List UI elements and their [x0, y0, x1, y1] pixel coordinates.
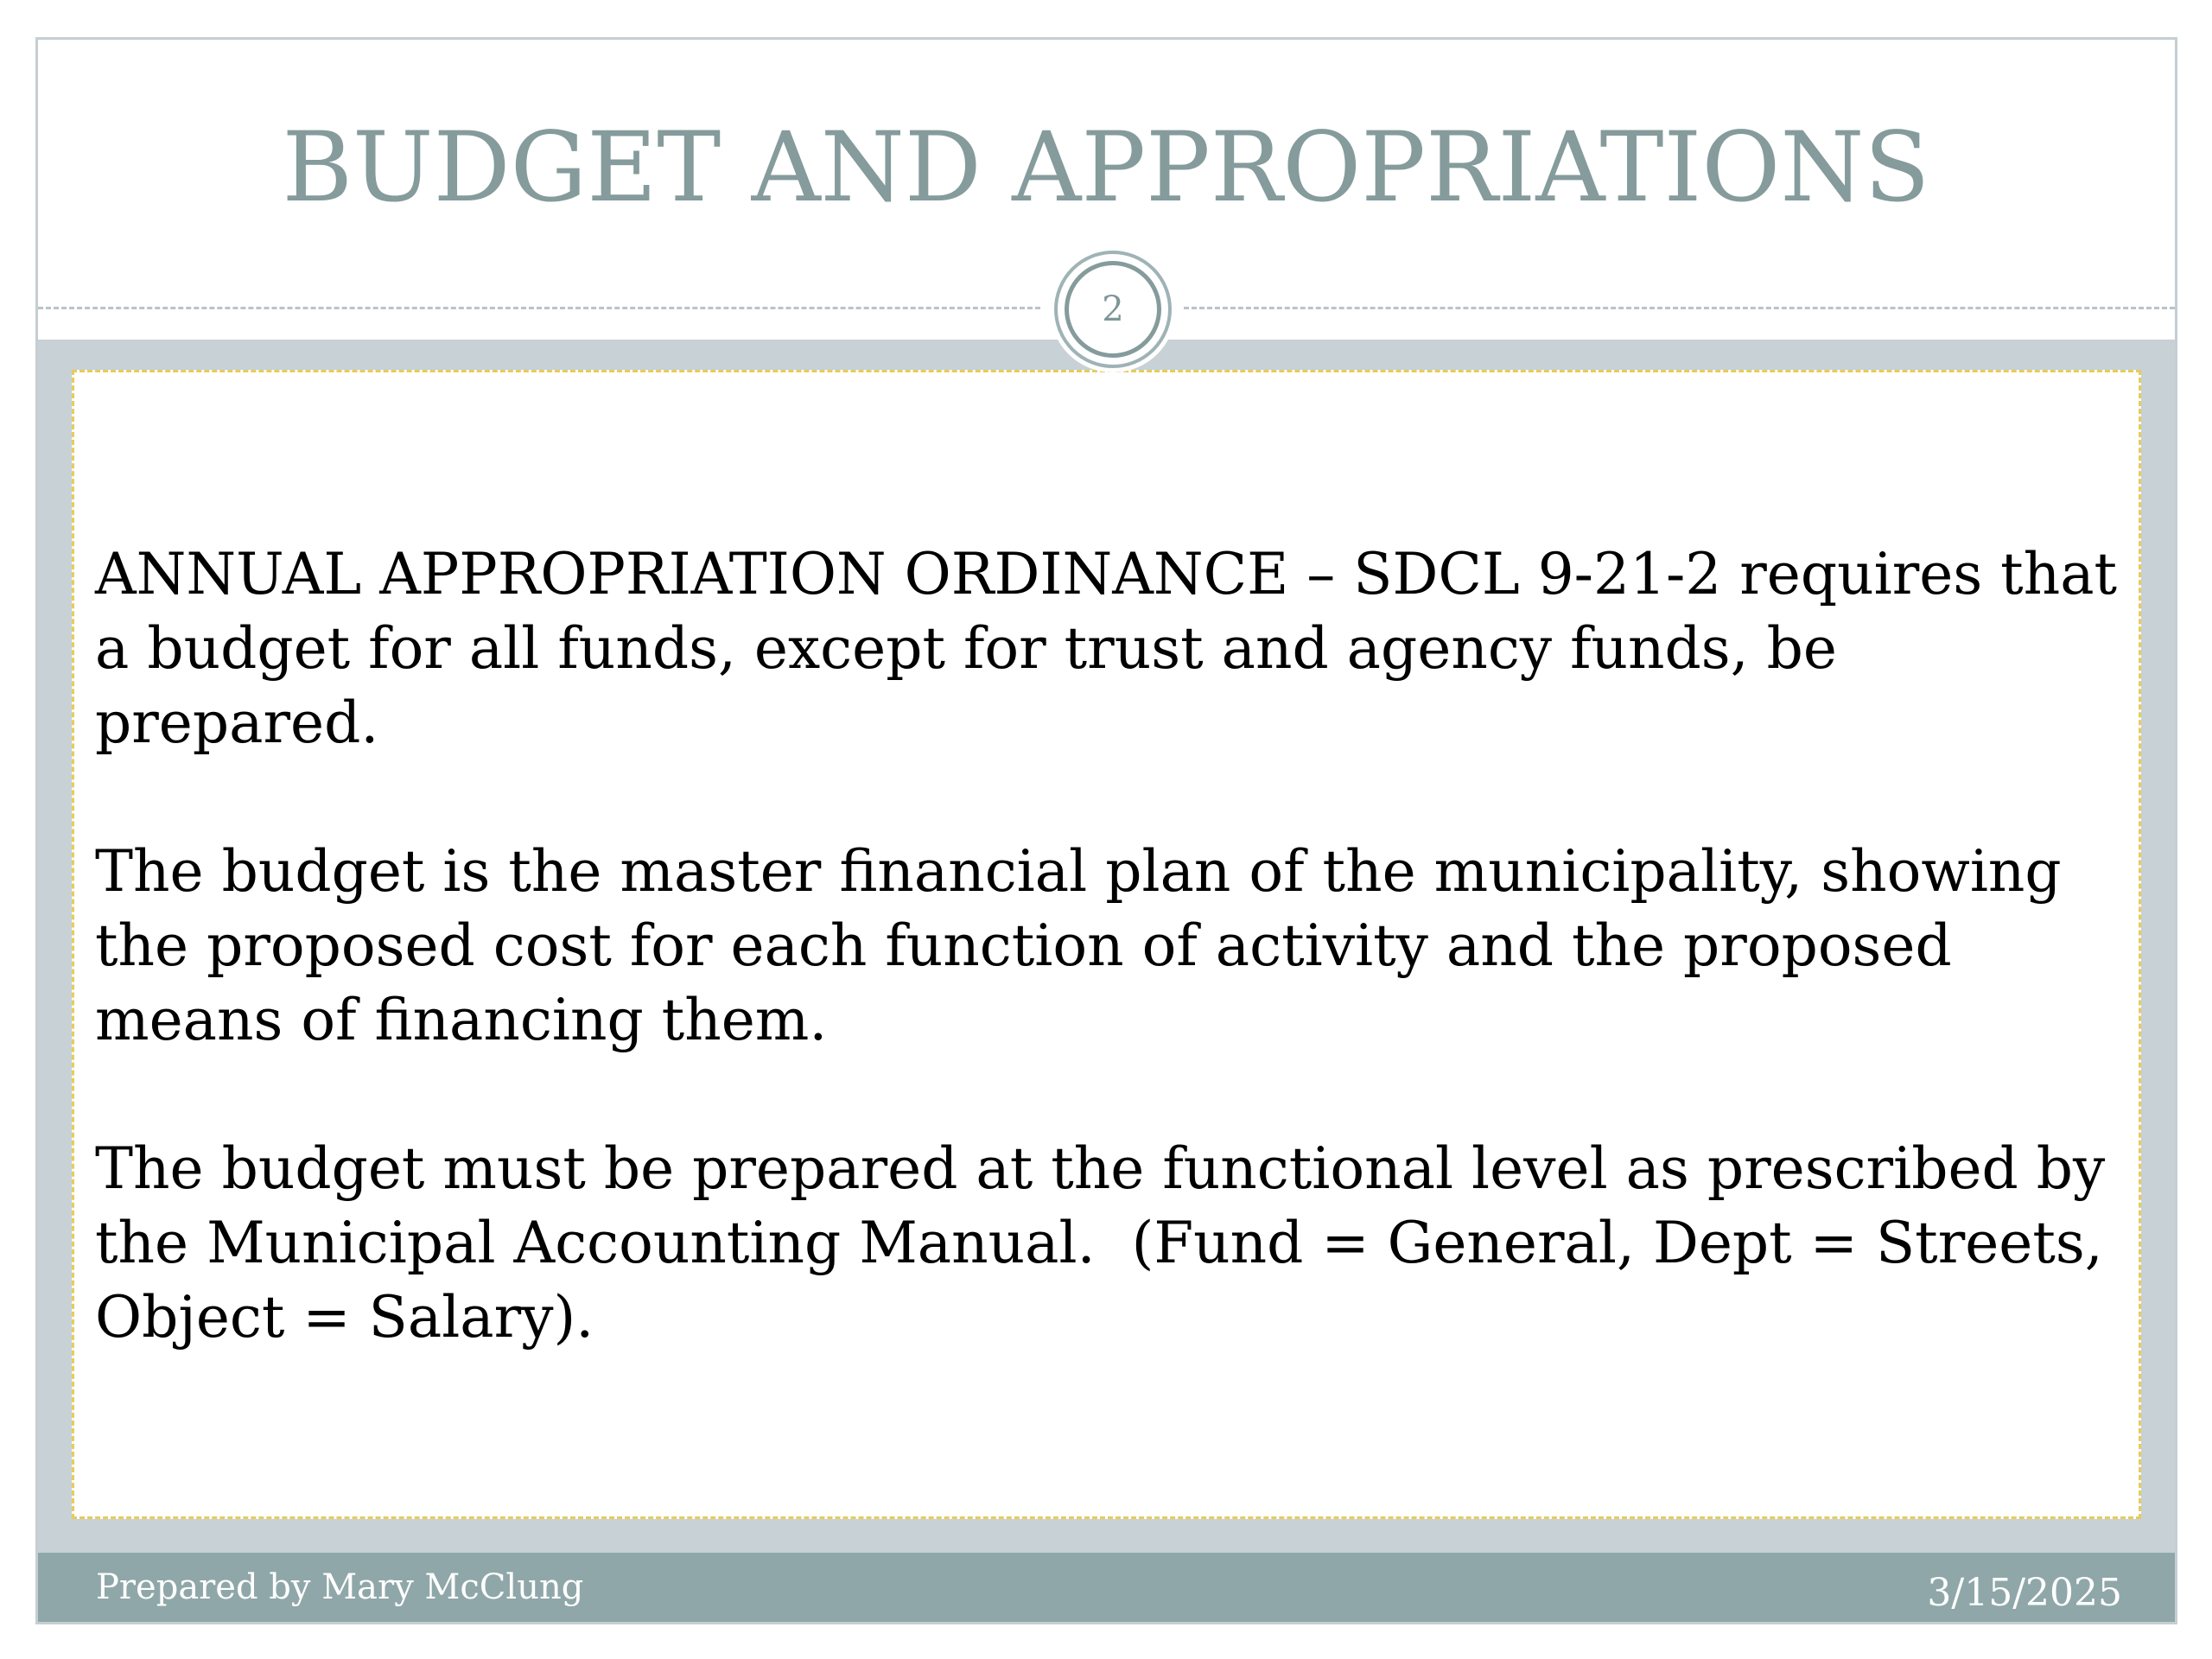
title-divider-left [38, 307, 1040, 309]
footer-date: 3/15/2025 [1927, 1571, 2122, 1615]
slide-body [95, 537, 2134, 1355]
body-paragraph: The budget is the master financial plan of the municipality, showing the proposed cost for each function of activity and the proposed means of financing them. [95, 838, 2080, 1053]
body-paragraph: ANNUAL APPROPRIATION ORDINANCE – SDCL 9-21-2 requires that a budget for all funds, except for trust and agency funds, be prepared. [95, 541, 2136, 756]
footer-author: Prepared by Mary McClung [96, 1567, 584, 1607]
slide-number: 2 [1102, 289, 1124, 329]
title-divider-right [1184, 307, 2175, 309]
slide-title: BUDGET AND APPROPRIATIONS [282, 112, 1930, 224]
body-paragraph: The budget must be prepared at the functional level as prescribed by the Municipal Accounting Manual. (Fund = General, Dept = Streets, Object = Salary). [95, 1135, 2124, 1351]
